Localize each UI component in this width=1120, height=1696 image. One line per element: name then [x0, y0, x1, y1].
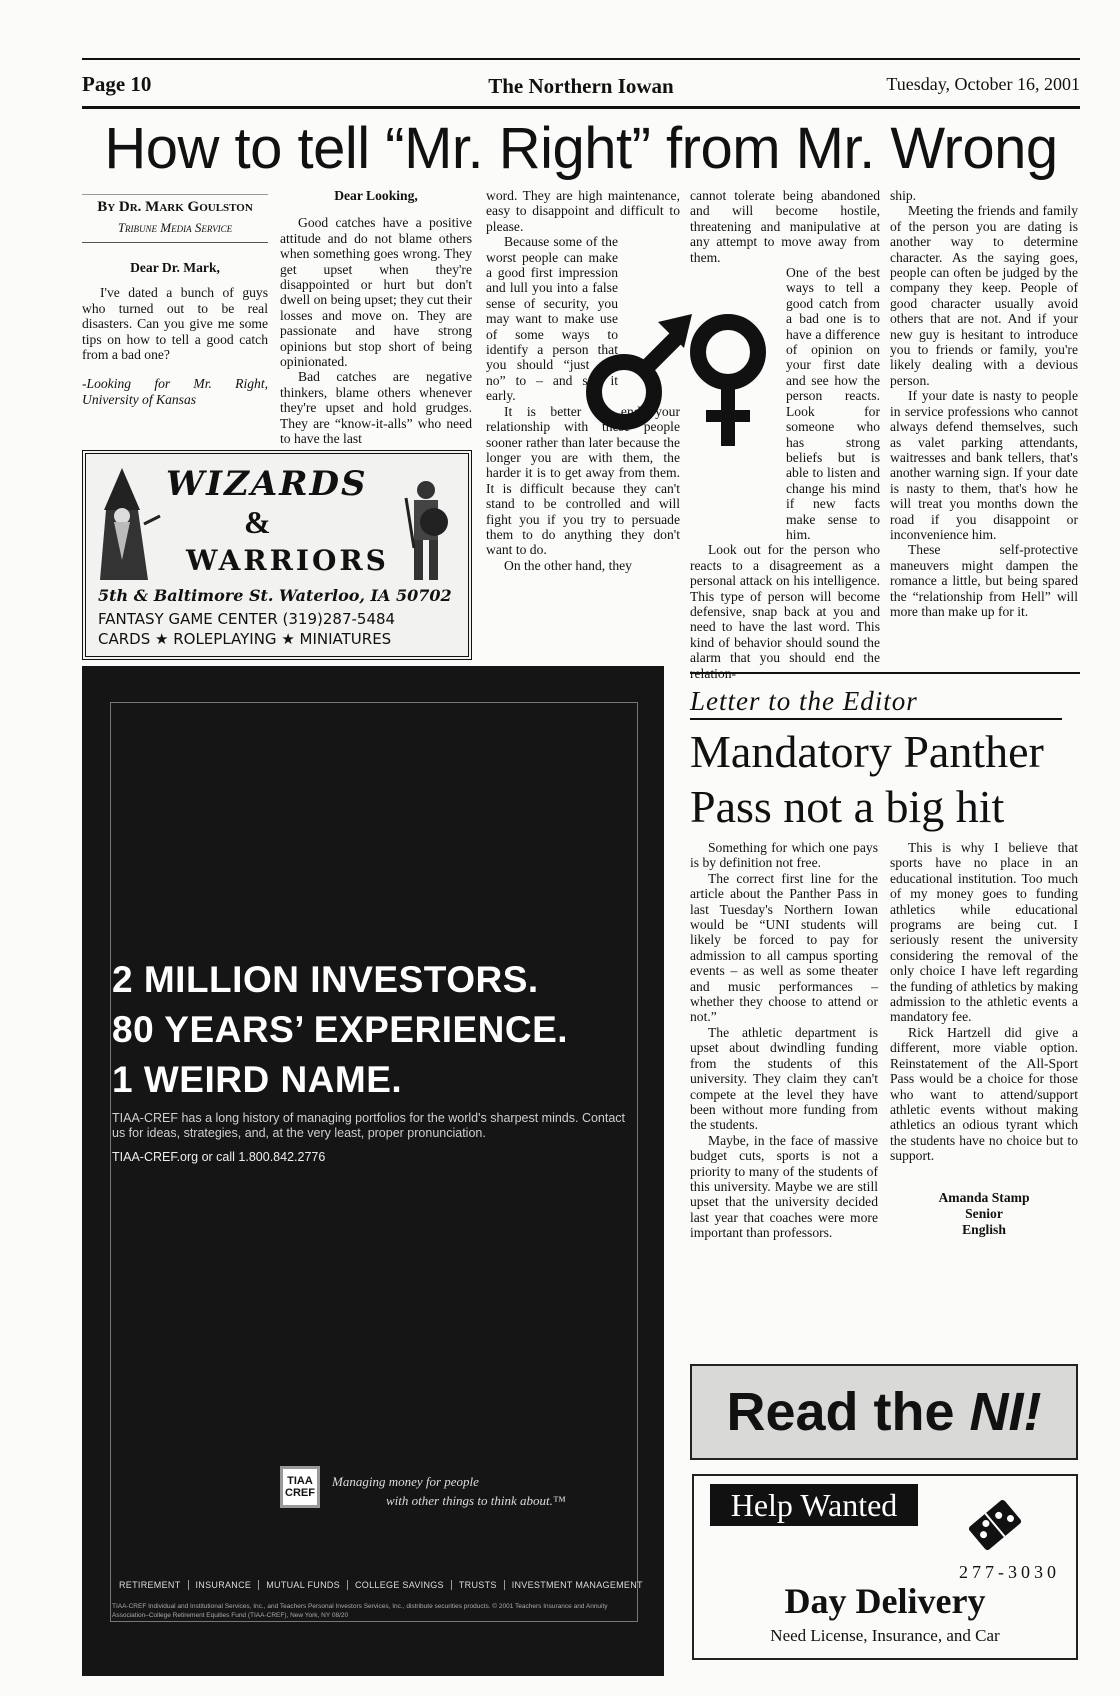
paragraph: Maybe, in the face of massive budget cuts, sports is not a priority to many of the students of this university. Maybe we are still upset that the university decided last year that coaches were more important than professors. [690, 1132, 878, 1241]
ad-contact: TIAA-CREF.org or call 1.800.842.2776 [112, 1150, 326, 1164]
paragraph: On the other hand, they [504, 557, 632, 573]
article-column-2 [280, 188, 472, 447]
paragraph: If your date is nasty to people in service professions who cannot always defend themselves, such as valet parking attendants, waitresses and bank tellers, that's another warning sign. If your date is nasty to them, that's how he will treat you months down the road if you disappoint or inconvenience him. [890, 388, 1078, 542]
paragraph: The correct first line for the article about the Panther Pass in last Tuesday's Northern Iowan would be “UNI students will likely be forced to pay for admission to all campus sporting events – as well as some theater and music performances – whether they choose to attend or not.” [690, 870, 878, 1025]
promo-ni: NI! [969, 1382, 1042, 1442]
product-item: MUTUAL FUNDS [259, 1580, 348, 1590]
wizards-warriors-ad [82, 450, 472, 660]
article-column-4 [690, 188, 880, 681]
article-headline: How to tell “Mr. Right” from Mr. Wrong [104, 116, 1058, 181]
paragraph: Good catches have a positive attitude and do not blame others when something goes wrong. They get upset when they're disappointed or hurt but don't dwell on being upset; they cut their losses and move on. They are passionate and have strong opinions but stop short of being opinionated. [280, 215, 472, 370]
letter-column-2 [890, 840, 1078, 1238]
store-products: CARDS ★ ROLEPLAYING ★ MINIATURES [98, 630, 392, 648]
author-year: Senior [965, 1205, 1003, 1221]
logo-line: CREF [285, 1487, 315, 1499]
tagline-line: with other things to think about.™ [386, 1493, 566, 1508]
read-the-ni-promo [690, 1364, 1078, 1460]
paragraph: These self-protective maneuvers might dampen the romance a little, but being spared the “relationship from Hell” will more than make up for it. [890, 542, 1078, 619]
article-column-1 [82, 260, 268, 407]
paragraph: Look out for the person who reacts to a disagreement as a personal attack on his intelligence. This type of person will become defensive, snap back at you and need to have the last word. This kind of behavior should sound the alarm that you should end the relation- [690, 542, 880, 681]
byline-name: By Dr. Mark Goulston [97, 199, 253, 215]
paragraph: Because some of the worst people can make a good first impression and lull you into a false sense of security, you may want to make use of some ways to identify a person that you should “just say no” to – and say it early. [486, 234, 618, 404]
letter-greeting: Dear Dr. Mark, [130, 260, 220, 275]
tiaa-cref-logo [280, 1466, 320, 1508]
store-phone-line: FANTASY GAME CENTER (319)287-5484 [98, 610, 396, 628]
warriors-title: WARRIORS [186, 544, 389, 577]
letter-body: I've dated a bunch of guys who turned out to be real disasters. Can you give me some tips on how to tell a good catch from a bad one? [82, 285, 268, 363]
help-wanted-ad [692, 1474, 1078, 1660]
ad-headline-1: 2 MILLION INVESTORS. [112, 959, 539, 1000]
product-item: COLLEGE SAVINGS [348, 1580, 452, 1590]
paragraph: It is better to end your relationship with these people sooner rather than later because the longer you are with them, the harder it is to get away from them. It is difficult because they can't stand to be controlled and will fight you if you try to persuade them to do anything they don't want to do. [486, 403, 680, 558]
phone-number: 277-3030 [959, 1562, 1060, 1582]
author-major: English [962, 1221, 1006, 1237]
paragraph: word. They are high maintenance, easy to disappoint and difficult to please. [486, 188, 680, 234]
letter-signature: -Looking for Mr. Right, University of Kansas [82, 376, 268, 407]
paragraph: Rick Hartzell did give a different, more viable option. Reinstatement of the All-Sport Pass would be a choice for those who want to attend/support athletic events without making athletics an odious tyrant which the students have no choice but to support. [890, 1024, 1078, 1164]
page-header [82, 58, 1080, 109]
wizards-ampersand: & [244, 504, 271, 540]
letter-headline: Mandatory Panther Pass not a big hit [690, 726, 1044, 832]
reply-greeting: Dear Looking, [334, 188, 418, 203]
tiaa-cref-ad [82, 666, 664, 1676]
store-address: 5th & Baltimore St. Waterloo, IA 50702 [98, 586, 452, 605]
letter-column-1 [690, 840, 878, 1241]
page-number: Page 10 [82, 72, 152, 96]
paragraph: One of the best ways to tell a good catch from a bad one is to have a difference of opinion on your first date and see how the person reacts. Look for someone who has strong beliefs but is able to listen and change his mind if new facts make sense to him. [786, 265, 880, 542]
issue-date: Tuesday, October 16, 2001 [886, 74, 1080, 94]
ad-headline-3: 1 WEIRD NAME. [112, 1059, 403, 1100]
ad-body: TIAA-CREF has a long history of managing portfolios for the world's sharpest minds. Contact us for ideas, strategies, and, at the very least, proper pronunciation. [112, 1111, 626, 1140]
paragraph: Meeting the friends and family of the person you are dating is another way to determine character. As the saying goes, people can often be judged by the company they keep. People of good character usually avoid others that are not. And if your new guy is hesitant to introduce you to friends or family, you're likely dealing with a devious person. [890, 203, 1078, 388]
help-wanted-heading: Help Wanted [710, 1484, 918, 1526]
tagline-line: Managing money for people [332, 1474, 479, 1489]
ad-headline-2: 80 YEARS’ EXPERIENCE. [112, 1009, 569, 1050]
author-name: Amanda Stamp [938, 1189, 1030, 1205]
article-column-5 [890, 188, 1078, 619]
paragraph: This is why I believe that sports have no place in an educational institution. Too much of my money goes to funding athletics while educational programs are being cut. I seriously resent the university considering the removal of the only choice I have left regarding the funding of athletics by making admission to the athletic events a mandatory fee. [890, 840, 1078, 1025]
letter-signature-block [890, 1190, 1078, 1238]
paragraph: Something for which one pays is by definition not free. [690, 840, 878, 871]
fine-print: TIAA-CREF Individual and Institutional Services, Inc., and Teachers Personal Investors Services, Inc., distribute securities products. © 2001 Teachers Insurance and Annuity Association–College Retirement Equities Fund (TIAA-CREF), New York, NY 08/20 [112, 1603, 608, 1619]
byline-org: Tribune Media Service [82, 220, 268, 243]
product-item: TRUSTS [452, 1580, 505, 1590]
product-list [112, 1580, 650, 1590]
label-underline [690, 718, 1062, 720]
paragraph: Bad catches are negative thinkers, blame others whenever they're upset and hold grudges. They are “know-it-alls” who need to have the last [280, 369, 472, 447]
paragraph: The athletic department is upset about dwindling funding from the students of this university. They claim they can't compete at the level they have been without more funding from the students. [690, 1024, 878, 1133]
product-item: RETIREMENT [112, 1580, 189, 1590]
wizard-icon [92, 464, 162, 582]
dominos-logo-icon [960, 1490, 1030, 1560]
male-symbol-icon [594, 314, 692, 422]
job-requirements: Need License, Insurance, and Car [770, 1626, 1000, 1645]
paragraph: cannot tolerate being abandoned and will become hostile, threatening and manipulative at any attempt to move away from them. [690, 188, 880, 265]
newspaper-name: The Northern Iowan [488, 74, 674, 98]
promo-text: Read the [726, 1382, 970, 1442]
ad-tagline [332, 1472, 566, 1510]
product-item: INSURANCE [189, 1580, 260, 1590]
logo-line: TIAA [287, 1475, 313, 1487]
job-title: Day Delivery [784, 1581, 986, 1621]
paragraph: ship. [890, 188, 917, 203]
section-label: Letter to the Editor [690, 686, 918, 716]
product-item: INVESTMENT MANAGEMENT [511, 1580, 643, 1590]
byline [82, 194, 268, 243]
section-divider [690, 672, 1080, 674]
warrior-icon [400, 478, 456, 584]
wizards-title: WIZARDS [166, 464, 368, 504]
